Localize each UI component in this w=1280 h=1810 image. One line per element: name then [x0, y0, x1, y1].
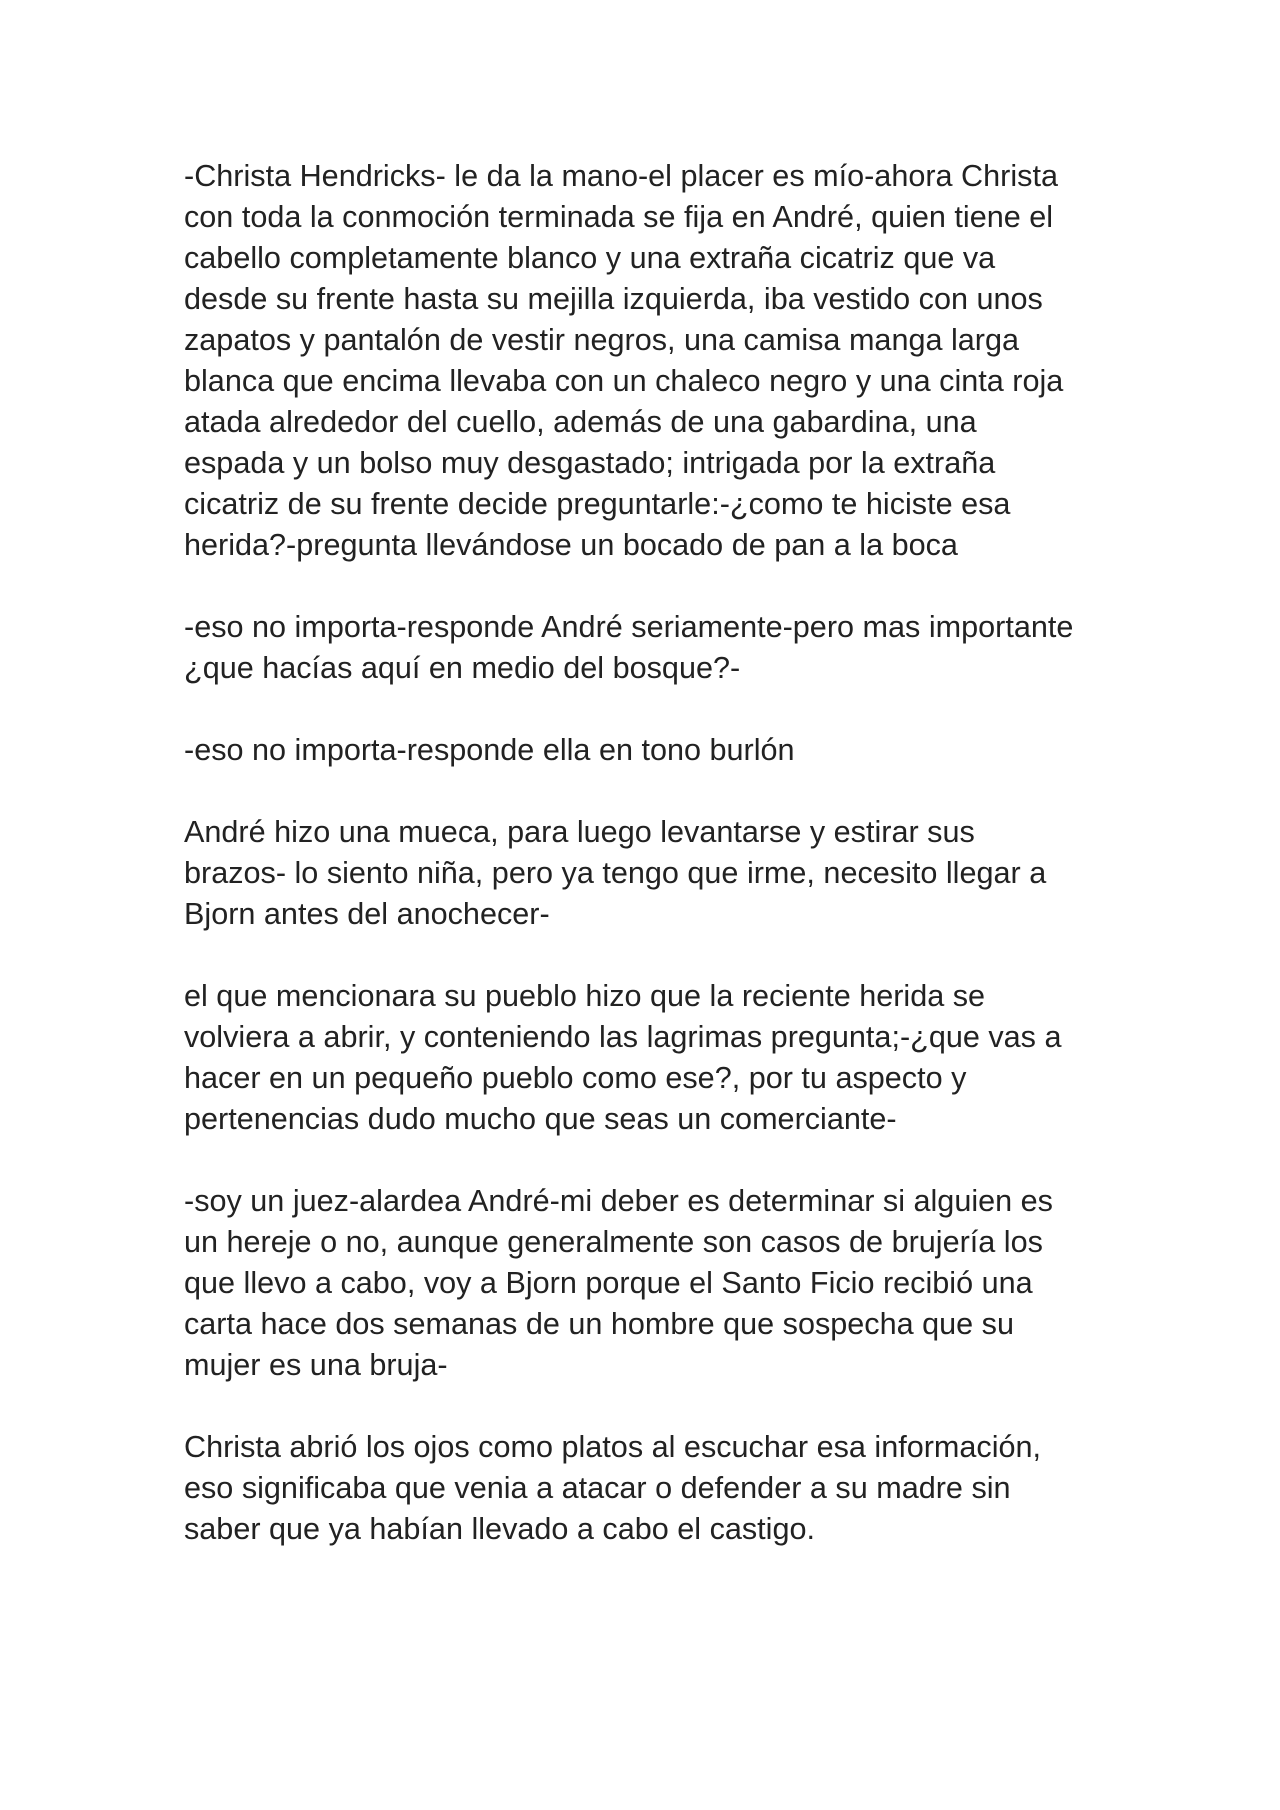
paragraph-4: [184, 812, 1144, 935]
text-line: eso significaba que venia a atacar o defender a su madre sin: [184, 1471, 1011, 1505]
text-line: saber que ya habían llevado a cabo el castigo.: [184, 1512, 816, 1546]
text-line: André hizo una mueca, para luego levantarse y estirar sus: [184, 815, 975, 849]
paragraph-7: [184, 1427, 1144, 1550]
paragraph-5: [184, 976, 1144, 1140]
text-line: -eso no importa-responde ella en tono burlón: [184, 733, 795, 767]
text-line: herida?-pregunta llevándose un bocado de pan a la boca: [184, 528, 958, 562]
paragraph-1: [184, 156, 1144, 566]
text-line: ¿que hacías aquí en medio del bosque?-: [184, 651, 741, 685]
paragraph-6: [184, 1181, 1144, 1386]
text-line: cabello completamente blanco y una extraña cicatriz que va: [184, 241, 996, 275]
text-line: hacer en un pequeño pueblo como ese?, por tu aspecto y: [184, 1061, 967, 1095]
text-line: brazos- lo siento niña, pero ya tengo que irme, necesito llegar a: [184, 856, 1047, 890]
text-line: -Christa Hendricks- le da la mano-el placer es mío-ahora Christa: [184, 159, 1058, 193]
text-line: el que mencionara su pueblo hizo que la reciente herida se: [184, 979, 986, 1013]
text-line: atada alrededor del cuello, además de una gabardina, una: [184, 405, 977, 439]
text-line: carta hace dos semanas de un hombre que sospecha que su: [184, 1307, 1014, 1341]
text-line: un hereje o no, aunque generalmente son casos de brujería los: [184, 1225, 1043, 1259]
text-line: volviera a abrir, y conteniendo las lagrimas pregunta;-¿que vas a: [184, 1020, 1062, 1054]
text-line: que llevo a cabo, voy a Bjorn porque el Santo Ficio recibió una: [184, 1266, 1033, 1300]
text-line: blanca que encima llevaba con un chaleco negro y una cinta roja: [184, 364, 1064, 398]
text-line: desde su frente hasta su mejilla izquierda, iba vestido con unos: [184, 282, 1043, 316]
paragraph-3: [184, 730, 1144, 771]
text-line: con toda la conmoción terminada se fija en André, quien tiene el: [184, 200, 1054, 234]
text-line: -eso no importa-responde André seriamente-pero mas importante: [184, 610, 1074, 644]
paragraph-2: [184, 607, 1144, 689]
document-body: [184, 156, 1144, 1550]
text-line: zapatos y pantalón de vestir negros, una camisa manga larga: [184, 323, 1020, 357]
text-line: Christa abrió los ojos como platos al escuchar esa información,: [184, 1430, 1042, 1464]
text-line: mujer es una bruja-: [184, 1348, 448, 1382]
text-line: pertenencias dudo mucho que seas un comerciante-: [184, 1102, 897, 1136]
text-line: Bjorn antes del anochecer-: [184, 897, 550, 931]
text-line: -soy un juez-alardea André-mi deber es determinar si alguien es: [184, 1184, 1053, 1218]
text-line: cicatriz de su frente decide preguntarle:-¿como te hiciste esa: [184, 487, 1011, 521]
text-line: espada y un bolso muy desgastado; intrigada por la extraña: [184, 446, 996, 480]
